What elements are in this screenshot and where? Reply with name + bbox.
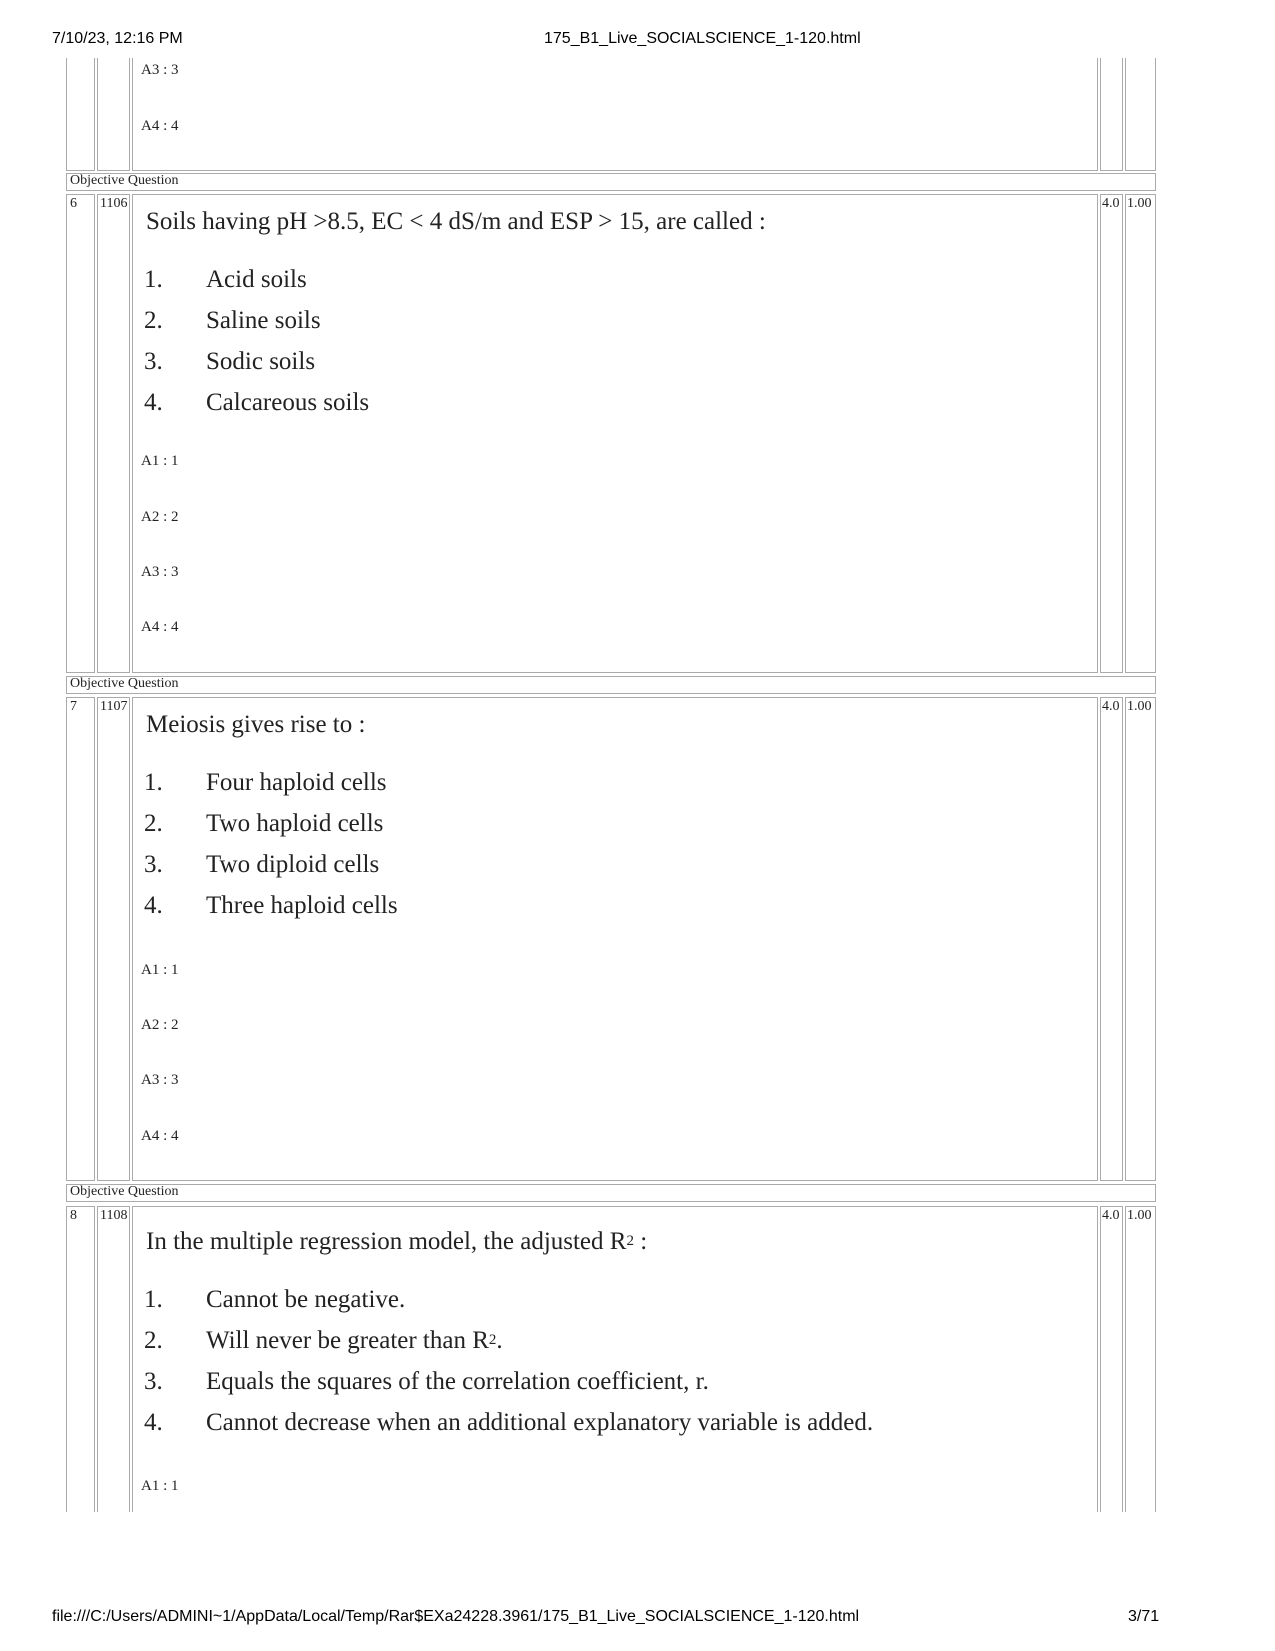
answer-label: A2 : 2 bbox=[141, 509, 179, 525]
answer-label: A3 : 3 bbox=[141, 564, 179, 580]
marks: 4.0 bbox=[1102, 699, 1120, 714]
question-type-row bbox=[66, 676, 1156, 694]
negative-marks-cell bbox=[1125, 1206, 1156, 1512]
option-number: 3. bbox=[144, 348, 163, 375]
option-text: Four haploid cells bbox=[206, 769, 387, 796]
serial-number: 8 bbox=[70, 1208, 77, 1223]
serial-number: 6 bbox=[70, 196, 77, 211]
answer-label: A1 : 1 bbox=[141, 962, 179, 978]
print-datetime: 7/10/23, 12:16 PM bbox=[52, 30, 183, 47]
option-text: Cannot decrease when an additional explanatory variable is added. bbox=[206, 1409, 874, 1436]
answer-label: A3 : 3 bbox=[141, 62, 179, 78]
negative-marks: 1.00 bbox=[1127, 699, 1152, 714]
qid-cell bbox=[97, 1206, 130, 1512]
option-number: 4. bbox=[144, 389, 163, 416]
option-text: Saline soils bbox=[206, 307, 321, 334]
question-text: Meiosis gives rise to : bbox=[146, 711, 366, 738]
option-number: 1. bbox=[144, 1286, 163, 1313]
print-title: 175_B1_Live_SOCIALSCIENCE_1-120.html bbox=[544, 30, 861, 47]
answer-label: A2 : 2 bbox=[141, 1017, 179, 1033]
qid-cell bbox=[97, 697, 130, 1181]
serial-cell bbox=[66, 1206, 95, 1512]
answer-label: A4 : 4 bbox=[141, 118, 179, 134]
option-text: Two haploid cells bbox=[206, 810, 384, 837]
option-text: Sodic soils bbox=[206, 348, 316, 375]
option-number: 2. bbox=[144, 1327, 163, 1354]
marks: 4.0 bbox=[1102, 196, 1120, 211]
option-text: Acid soils bbox=[206, 266, 307, 293]
option-number: 4. bbox=[144, 892, 163, 919]
question-text: Soils having pH >8.5, EC < 4 dS/m and ESP > 15, are called : bbox=[146, 208, 766, 235]
serial-number: 7 bbox=[70, 699, 77, 714]
answer-label: A1 : 1 bbox=[141, 1478, 179, 1494]
answer-label: A3 : 3 bbox=[141, 1072, 179, 1088]
option-text: Two diploid cells bbox=[206, 851, 380, 878]
question-type-row bbox=[66, 173, 1156, 191]
question-id: 1107 bbox=[100, 699, 128, 714]
question-type-row bbox=[66, 1184, 1156, 1202]
print-page-number: 3/71 bbox=[1128, 1608, 1160, 1625]
question-id: 1106 bbox=[100, 196, 128, 211]
serial-cell bbox=[66, 697, 95, 1181]
option-number: 2. bbox=[144, 810, 163, 837]
option-number: 1. bbox=[144, 266, 163, 293]
negative-marks-cell bbox=[1125, 194, 1156, 673]
answer-label: A4 : 4 bbox=[141, 619, 179, 635]
marks-cell bbox=[1100, 697, 1123, 1181]
option-text: Equals the squares of the correlation coefficient, r. bbox=[206, 1368, 709, 1395]
option-number: 3. bbox=[144, 1368, 163, 1395]
negative-marks-cell bbox=[1125, 697, 1156, 1181]
print-file-path: file:///C:/Users/ADMINI~1/AppData/Local/Temp/Rar$EXa24228.3961/175_B1_Live_SOCIALSCIENCE_1-120.html bbox=[52, 1608, 860, 1625]
answer-label: A4 : 4 bbox=[141, 1128, 179, 1144]
question-id: 1108 bbox=[100, 1208, 128, 1223]
marks-cell bbox=[1100, 194, 1123, 673]
question-type-label: Objective Question bbox=[70, 676, 179, 691]
option-text: Three haploid cells bbox=[206, 892, 398, 919]
answer-label: A1 : 1 bbox=[141, 453, 179, 469]
marks-cell bbox=[1100, 1206, 1123, 1512]
question-type-label: Objective Question bbox=[70, 173, 179, 188]
option-number: 3. bbox=[144, 851, 163, 878]
question-text: In the multiple regression model, the adjusted $R^2$ : bbox=[146, 1228, 648, 1255]
option-number: 2. bbox=[144, 307, 163, 334]
option-number: 1. bbox=[144, 769, 163, 796]
negative-marks: 1.00 bbox=[1127, 196, 1152, 211]
option-text: Calcareous soils bbox=[206, 389, 370, 416]
negative-marks: 1.00 bbox=[1127, 1208, 1152, 1223]
option-text: Will never be greater than $R^2$. bbox=[206, 1327, 503, 1354]
option-text: Cannot be negative. bbox=[206, 1286, 406, 1313]
serial-cell bbox=[66, 194, 95, 673]
question-type-label: Objective Question bbox=[70, 1184, 179, 1199]
qid-cell bbox=[97, 194, 130, 673]
marks: 4.0 bbox=[1102, 1208, 1120, 1223]
option-number: 4. bbox=[144, 1409, 163, 1436]
